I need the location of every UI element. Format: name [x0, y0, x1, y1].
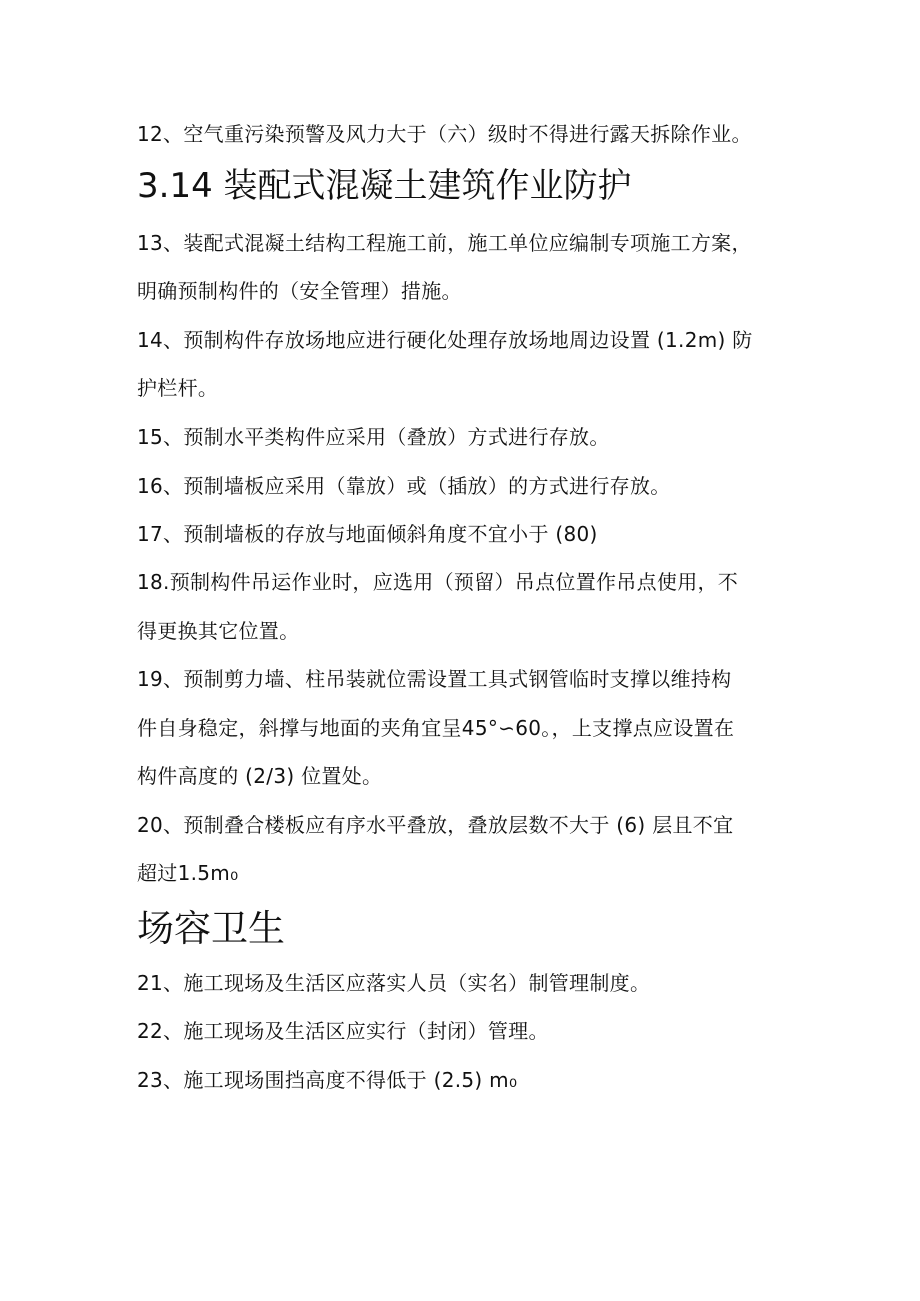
- item-19-line-3: 构件高度的 (2/3) 位置处。: [137, 764, 383, 788]
- item-17: 17、预制墙板的存放与地面倾斜角度不宜小于 (80): [137, 522, 598, 546]
- item-19-line-1: 19、预制剪力墙、柱吊装就位需设置工具式钢管临时支撑以维持构: [137, 667, 732, 691]
- item-16: 16、预制墙板应采用（靠放）或（插放）的方式进行存放。: [137, 474, 671, 498]
- section-heading-3-14: 3.14 装配式混凝土建筑作业防护: [137, 166, 632, 206]
- section-heading-sanitation: 场容卫生: [137, 907, 285, 950]
- item-20-line-1: 20、预制叠合楼板应有序水平叠放，叠放层数不大于 (6) 层且不宜: [137, 813, 734, 837]
- item-18-line-1: 18.预制构件吊运作业时，应选用（预留）吊点位置作吊点使用，不: [137, 570, 739, 594]
- item-13-line-2: 明确预制构件的（安全管理）措施。: [137, 279, 462, 303]
- item-22: 22、施工现场及生活区应实行（封闭）管理。: [137, 1019, 549, 1043]
- item-14-line-2: 护栏杆。: [137, 376, 219, 400]
- item-21: 21、施工现场及生活区应落实人员（实名）制管理制度。: [137, 971, 651, 995]
- item-15: 15、预制水平类构件应采用（叠放）方式进行存放。: [137, 425, 610, 449]
- item-13-line-1: 13、装配式混凝土结构工程施工前，施工单位应编制专项施工方案，: [137, 231, 752, 255]
- item-18-line-2: 得更换其它位置。: [137, 619, 300, 643]
- item-14-line-1: 14、预制构件存放场地应进行硬化处理存放场地周边设置 (1.2m) 防: [137, 328, 753, 352]
- item-19-line-2: 件自身稳定，斜撑与地面的夹角宜呈45°∽60。，上支撑点应设置在: [137, 716, 735, 740]
- item-12: 12、空气重污染预警及风力大于（六）级时不得进行露天拆除作业。: [137, 122, 752, 146]
- item-23: 23、施工现场围挡高度不得低于 (2.5) m₀: [137, 1068, 518, 1092]
- item-20-line-2: 超过1.5m₀: [137, 861, 239, 885]
